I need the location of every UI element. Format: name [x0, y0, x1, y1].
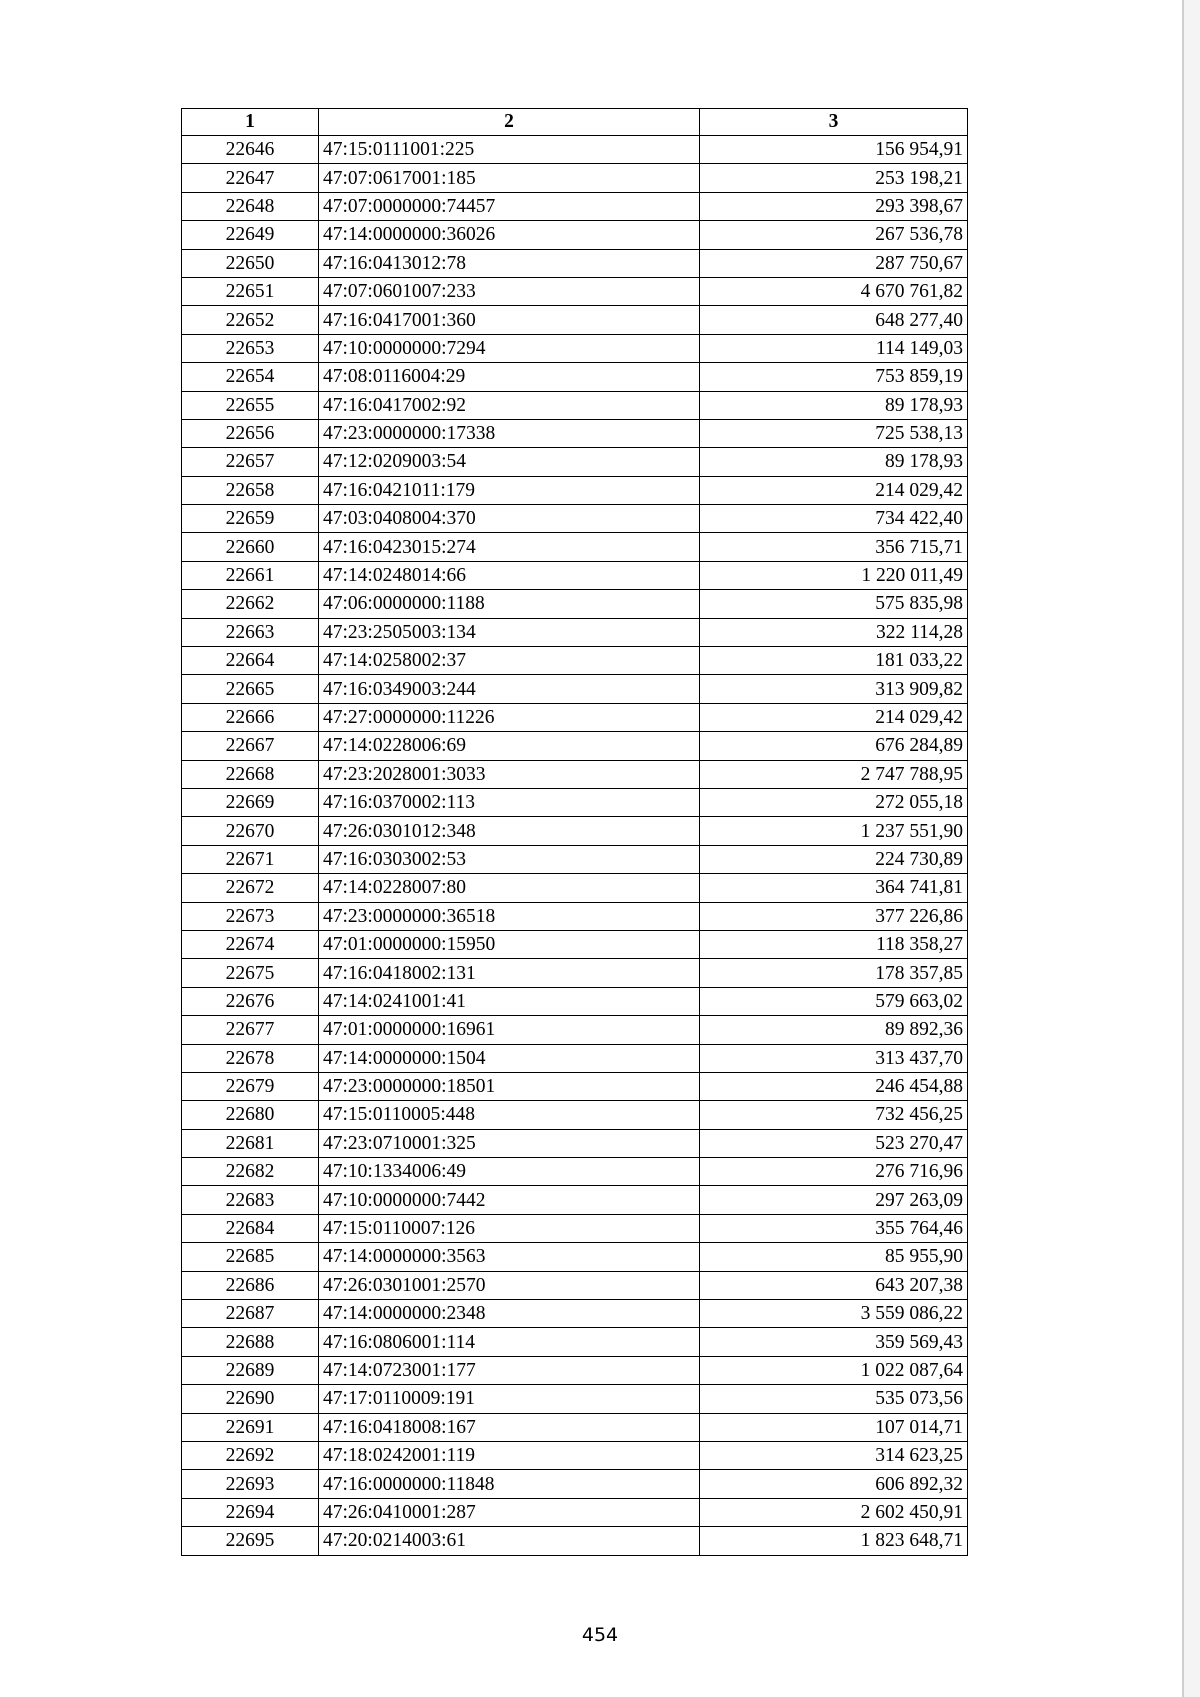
value-cell: 253 198,21 [700, 164, 968, 192]
table-row [182, 136, 968, 164]
cadastral-number-cell: 47:16:0806001:114 [319, 1328, 700, 1356]
row-number-cell: 22681 [182, 1129, 319, 1157]
table-row [182, 1016, 968, 1044]
cadastral-value-table [181, 108, 968, 1556]
table-row [182, 391, 968, 419]
table-row [182, 249, 968, 277]
cadastral-number-cell: 47:06:0000000:1188 [319, 590, 700, 618]
table-row [182, 930, 968, 958]
cadastral-number-cell: 47:16:0413012:78 [319, 249, 700, 277]
value-cell: 272 055,18 [700, 788, 968, 816]
row-number-cell: 22649 [182, 221, 319, 249]
table-row [182, 959, 968, 987]
cadastral-number-cell: 47:23:0000000:18501 [319, 1072, 700, 1100]
cadastral-number-cell: 47:14:0228006:69 [319, 732, 700, 760]
value-cell: 1 220 011,49 [700, 561, 968, 589]
cadastral-number-cell: 47:14:0248014:66 [319, 561, 700, 589]
cadastral-number-cell: 47:16:0423015:274 [319, 533, 700, 561]
value-cell: 355 764,46 [700, 1214, 968, 1242]
table-row [182, 505, 968, 533]
table-row [182, 590, 968, 618]
cadastral-number-cell: 47:26:0301001:2570 [319, 1271, 700, 1299]
row-number-cell: 22693 [182, 1470, 319, 1498]
value-cell: 89 892,36 [700, 1016, 968, 1044]
table-row [182, 533, 968, 561]
value-cell: 89 178,93 [700, 448, 968, 476]
value-cell: 313 909,82 [700, 675, 968, 703]
cadastral-number-cell: 47:14:0000000:36026 [319, 221, 700, 249]
cadastral-number-cell: 47:16:0000000:11848 [319, 1470, 700, 1498]
cadastral-number-cell: 47:23:2505003:134 [319, 618, 700, 646]
row-number-cell: 22656 [182, 419, 319, 447]
row-number-cell: 22660 [182, 533, 319, 561]
column-header-1: 1 [182, 109, 319, 136]
row-number-cell: 22659 [182, 505, 319, 533]
row-number-cell: 22652 [182, 306, 319, 334]
row-number-cell: 22670 [182, 817, 319, 845]
table-row [182, 1214, 968, 1242]
value-cell: 535 073,56 [700, 1385, 968, 1413]
table-row [182, 1328, 968, 1356]
value-cell: 1 823 648,71 [700, 1527, 968, 1555]
value-cell: 1 022 087,64 [700, 1356, 968, 1384]
value-cell: 725 538,13 [700, 419, 968, 447]
row-number-cell: 22685 [182, 1243, 319, 1271]
cadastral-number-cell: 47:03:0408004:370 [319, 505, 700, 533]
cadastral-number-cell: 47:16:0418002:131 [319, 959, 700, 987]
value-cell: 85 955,90 [700, 1243, 968, 1271]
table-row [182, 1129, 968, 1157]
cadastral-number-cell: 47:14:0000000:1504 [319, 1044, 700, 1072]
table-row [182, 788, 968, 816]
cadastral-number-cell: 47:10:1334006:49 [319, 1158, 700, 1186]
value-cell: 293 398,67 [700, 192, 968, 220]
cadastral-number-cell: 47:14:0258002:37 [319, 647, 700, 675]
cadastral-number-cell: 47:07:0000000:74457 [319, 192, 700, 220]
cadastral-number-cell: 47:27:0000000:11226 [319, 703, 700, 731]
row-number-cell: 22663 [182, 618, 319, 646]
cadastral-number-cell: 47:14:0000000:2348 [319, 1300, 700, 1328]
cadastral-number-cell: 47:14:0000000:3563 [319, 1243, 700, 1271]
row-number-cell: 22650 [182, 249, 319, 277]
table-row [182, 363, 968, 391]
table-row [182, 221, 968, 249]
row-number-cell: 22665 [182, 675, 319, 703]
table-row [182, 817, 968, 845]
table-row [182, 675, 968, 703]
value-cell: 118 358,27 [700, 930, 968, 958]
table-row [182, 1072, 968, 1100]
row-number-cell: 22683 [182, 1186, 319, 1214]
cadastral-number-cell: 47:18:0242001:119 [319, 1441, 700, 1469]
cadastral-number-cell: 47:17:0110009:191 [319, 1385, 700, 1413]
value-cell: 156 954,91 [700, 136, 968, 164]
row-number-cell: 22690 [182, 1385, 319, 1413]
row-number-cell: 22679 [182, 1072, 319, 1100]
row-number-cell: 22673 [182, 902, 319, 930]
value-cell: 676 284,89 [700, 732, 968, 760]
row-number-cell: 22667 [182, 732, 319, 760]
table-header-row [182, 109, 968, 136]
table-row [182, 703, 968, 731]
row-number-cell: 22695 [182, 1527, 319, 1555]
row-number-cell: 22672 [182, 874, 319, 902]
value-cell: 114 149,03 [700, 334, 968, 362]
value-cell: 267 536,78 [700, 221, 968, 249]
row-number-cell: 22658 [182, 476, 319, 504]
row-number-cell: 22662 [182, 590, 319, 618]
table-row [182, 419, 968, 447]
value-cell: 214 029,42 [700, 703, 968, 731]
value-cell: 107 014,71 [700, 1413, 968, 1441]
value-cell: 314 623,25 [700, 1441, 968, 1469]
row-number-cell: 22666 [182, 703, 319, 731]
table-row [182, 1186, 968, 1214]
row-number-cell: 22664 [182, 647, 319, 675]
cadastral-number-cell: 47:20:0214003:61 [319, 1527, 700, 1555]
column-header-2: 2 [319, 109, 700, 136]
table-row [182, 1271, 968, 1299]
cadastral-number-cell: 47:14:0228007:80 [319, 874, 700, 902]
cadastral-number-cell: 47:16:0349003:244 [319, 675, 700, 703]
cadastral-number-cell: 47:26:0301012:348 [319, 817, 700, 845]
cadastral-number-cell: 47:26:0410001:287 [319, 1498, 700, 1526]
cadastral-number-cell: 47:23:0000000:36518 [319, 902, 700, 930]
table-row [182, 164, 968, 192]
cadastral-number-cell: 47:16:0418008:167 [319, 1413, 700, 1441]
value-cell: 89 178,93 [700, 391, 968, 419]
cadastral-number-cell: 47:23:0000000:17338 [319, 419, 700, 447]
row-number-cell: 22657 [182, 448, 319, 476]
cadastral-number-cell: 47:23:0710001:325 [319, 1129, 700, 1157]
table-row [182, 1498, 968, 1526]
cadastral-number-cell: 47:08:0116004:29 [319, 363, 700, 391]
cadastral-number-cell: 47:23:2028001:3033 [319, 760, 700, 788]
table-body [182, 136, 968, 1556]
table-row [182, 277, 968, 305]
table-row [182, 845, 968, 873]
table-row [182, 732, 968, 760]
value-cell: 523 270,47 [700, 1129, 968, 1157]
row-number-cell: 22647 [182, 164, 319, 192]
row-number-cell: 22671 [182, 845, 319, 873]
cadastral-number-cell: 47:16:0421011:179 [319, 476, 700, 504]
value-cell: 575 835,98 [700, 590, 968, 618]
row-number-cell: 22692 [182, 1441, 319, 1469]
column-header-3: 3 [700, 109, 968, 136]
row-number-cell: 22655 [182, 391, 319, 419]
row-number-cell: 22651 [182, 277, 319, 305]
value-cell: 1 237 551,90 [700, 817, 968, 845]
table-row [182, 334, 968, 362]
row-number-cell: 22669 [182, 788, 319, 816]
value-cell: 4 670 761,82 [700, 277, 968, 305]
value-cell: 753 859,19 [700, 363, 968, 391]
row-number-cell: 22689 [182, 1356, 319, 1384]
row-number-cell: 22694 [182, 1498, 319, 1526]
page-number: 454 [581, 1624, 619, 1646]
row-number-cell: 22661 [182, 561, 319, 589]
value-cell: 359 569,43 [700, 1328, 968, 1356]
row-number-cell: 22691 [182, 1413, 319, 1441]
row-number-cell: 22677 [182, 1016, 319, 1044]
cadastral-number-cell: 47:16:0417001:360 [319, 306, 700, 334]
value-cell: 2 602 450,91 [700, 1498, 968, 1526]
cadastral-number-cell: 47:15:0111001:225 [319, 136, 700, 164]
cadastral-number-cell: 47:01:0000000:16961 [319, 1016, 700, 1044]
value-cell: 3 559 086,22 [700, 1300, 968, 1328]
row-number-cell: 22684 [182, 1214, 319, 1242]
cadastral-number-cell: 47:10:0000000:7442 [319, 1186, 700, 1214]
table-row [182, 1470, 968, 1498]
row-number-cell: 22654 [182, 363, 319, 391]
value-cell: 246 454,88 [700, 1072, 968, 1100]
value-cell: 287 750,67 [700, 249, 968, 277]
table-row [182, 1527, 968, 1555]
table-row [182, 1101, 968, 1129]
cadastral-number-cell: 47:16:0417002:92 [319, 391, 700, 419]
table-row [182, 902, 968, 930]
value-cell: 214 029,42 [700, 476, 968, 504]
cadastral-number-cell: 47:07:0601007:233 [319, 277, 700, 305]
table-row [182, 1413, 968, 1441]
cadastral-number-cell: 47:10:0000000:7294 [319, 334, 700, 362]
row-number-cell: 22646 [182, 136, 319, 164]
row-number-cell: 22648 [182, 192, 319, 220]
row-number-cell: 22653 [182, 334, 319, 362]
table-row [182, 192, 968, 220]
table-row [182, 987, 968, 1015]
row-number-cell: 22676 [182, 987, 319, 1015]
row-number-cell: 22688 [182, 1328, 319, 1356]
table-row [182, 1243, 968, 1271]
cadastral-number-cell: 47:16:0303002:53 [319, 845, 700, 873]
value-cell: 178 357,85 [700, 959, 968, 987]
row-number-cell: 22687 [182, 1300, 319, 1328]
table-row [182, 1356, 968, 1384]
value-cell: 322 114,28 [700, 618, 968, 646]
value-cell: 297 263,09 [700, 1186, 968, 1214]
cadastral-number-cell: 47:16:0370002:113 [319, 788, 700, 816]
row-number-cell: 22678 [182, 1044, 319, 1072]
table-row [182, 1300, 968, 1328]
value-cell: 364 741,81 [700, 874, 968, 902]
table-row [182, 448, 968, 476]
row-number-cell: 22680 [182, 1101, 319, 1129]
row-number-cell: 22668 [182, 760, 319, 788]
value-cell: 648 277,40 [700, 306, 968, 334]
cadastral-number-cell: 47:15:0110005:448 [319, 1101, 700, 1129]
value-cell: 224 730,89 [700, 845, 968, 873]
value-cell: 377 226,86 [700, 902, 968, 930]
table-row [182, 1158, 968, 1186]
page-edge-strip [1184, 0, 1200, 1697]
table-row [182, 1385, 968, 1413]
value-cell: 276 716,96 [700, 1158, 968, 1186]
value-cell: 734 422,40 [700, 505, 968, 533]
value-cell: 2 747 788,95 [700, 760, 968, 788]
cadastral-number-cell: 47:14:0723001:177 [319, 1356, 700, 1384]
cadastral-number-cell: 47:15:0110007:126 [319, 1214, 700, 1242]
row-number-cell: 22686 [182, 1271, 319, 1299]
row-number-cell: 22674 [182, 930, 319, 958]
cadastral-number-cell: 47:12:0209003:54 [319, 448, 700, 476]
table-row [182, 1044, 968, 1072]
table-row [182, 618, 968, 646]
cadastral-number-cell: 47:01:0000000:15950 [319, 930, 700, 958]
value-cell: 181 033,22 [700, 647, 968, 675]
table-row [182, 561, 968, 589]
value-cell: 313 437,70 [700, 1044, 968, 1072]
value-cell: 732 456,25 [700, 1101, 968, 1129]
cadastral-number-cell: 47:07:0617001:185 [319, 164, 700, 192]
table-row [182, 306, 968, 334]
cadastral-number-cell: 47:14:0241001:41 [319, 987, 700, 1015]
value-cell: 643 207,38 [700, 1271, 968, 1299]
value-cell: 606 892,32 [700, 1470, 968, 1498]
value-cell: 579 663,02 [700, 987, 968, 1015]
table-row [182, 874, 968, 902]
value-cell: 356 715,71 [700, 533, 968, 561]
row-number-cell: 22682 [182, 1158, 319, 1186]
table-row [182, 760, 968, 788]
table-row [182, 476, 968, 504]
table-row [182, 1441, 968, 1469]
row-number-cell: 22675 [182, 959, 319, 987]
table-row [182, 647, 968, 675]
